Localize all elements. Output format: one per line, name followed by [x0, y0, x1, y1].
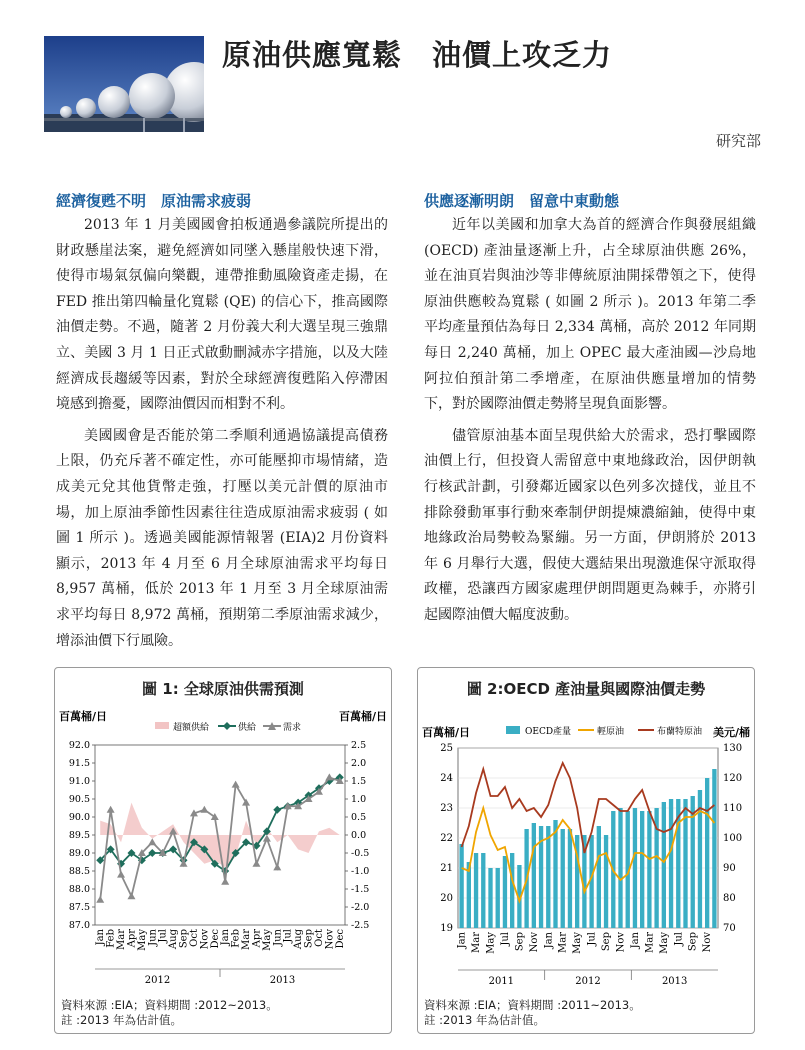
x-tick-label: Oct [188, 929, 200, 947]
x-tick-label: Nov [615, 932, 627, 953]
left-section-heading: 經濟復甦不明 原油需求疲弱 [56, 192, 252, 210]
y2-tick-label: 120 [723, 773, 743, 784]
x-tick-label: Feb [105, 929, 117, 948]
paragraph: 美國國會是否能於第二季順利通過協議提高債務上限，仍充斥著不確定性，亦可能壓抑市場情緒，造成美元兌其他貨幣走強，打壓以美元計價的原油市場，加上原油季節性因素往往造成原油需求疲弱 ( 如圖 1 所示 )。透過美國能源情報署 (EIA)2 月份資料顯示，2013 年 4 月至 6 月全球原油需求平均每日 8,957 萬桶，低於 2013 年 1 月至 3 月全球原油需求平均每日 8,972 萬桶，預期第二季原油需求減少，增添油價下行風險。 [56, 427, 388, 649]
y2-tick-label: -1.0 [351, 866, 370, 877]
oecd-bar [633, 808, 637, 928]
x-tick-label: Nov [324, 929, 336, 950]
x-tick-label: Jun [147, 929, 159, 946]
figure-1-note: 註 :2013 年為估計值。 [61, 1013, 182, 1027]
demand-point [127, 892, 135, 899]
oecd-bar [705, 778, 709, 928]
x-tick-label: Sep [178, 929, 190, 949]
x-tick-label: May [136, 929, 148, 951]
y-tick-label: 90.5 [68, 794, 90, 805]
figure-2-title: 圖 2:OECD 產油量與國際油價走勢 [466, 680, 706, 698]
y-tick-label: 88.5 [68, 866, 90, 877]
legend-swatch [155, 722, 169, 729]
x-tick-label: Jan [456, 932, 468, 949]
oecd-bar [640, 811, 644, 928]
x-tick-label: Mar [557, 932, 569, 953]
x-tick-label: Oct [313, 929, 325, 947]
oecd-bar [510, 853, 514, 928]
figure-2-chart [418, 700, 754, 996]
demand-point [252, 860, 260, 867]
legend-label: 需求 [283, 723, 302, 733]
demand-point [200, 806, 208, 813]
oecd-bar [503, 856, 507, 928]
x-tick-label: May [572, 932, 584, 954]
oecd-bar [488, 868, 492, 928]
oecd-bar [604, 835, 608, 928]
x-tick-label: Mar [471, 932, 483, 953]
x-tick-label: Jul [499, 932, 511, 946]
figure-2-note: 註 :2013 年為估計值。 [424, 1013, 545, 1027]
x-tick-label: Nov [528, 932, 540, 953]
y-tick-label: 92.0 [68, 740, 90, 751]
y2-tick-label: 0.5 [351, 812, 367, 823]
oecd-bar [662, 802, 666, 928]
y-tick-label: 21 [440, 863, 453, 874]
oecd-bar [474, 853, 478, 928]
x-tick-label: Mar [241, 929, 253, 950]
x-tick-label: Jul [673, 932, 685, 946]
demand-point [117, 871, 125, 878]
author: 研究部 [715, 132, 761, 150]
figure-2-source: 資料來源 :EIA；資料期間 :2011~2013。 [424, 998, 641, 1012]
y2-axis-title: 美元/桶 [712, 726, 750, 739]
y-tick-label: 88.0 [68, 884, 90, 895]
y2-tick-label: -2.5 [351, 920, 370, 931]
legend-label: 供給 [238, 723, 257, 733]
x-tick-label: Apr [126, 929, 138, 948]
x-tick-label: Feb [230, 929, 242, 948]
legend-swatch [506, 726, 520, 734]
paragraph: 2013 年 1 月美國國會拍板通過參議院所提出的財政懸崖法案，避免經濟如同墜入懸崖般快速下滑，使得市場氣氛偏向樂觀，連帶推動風險資產走揚，在 FED 推出第四輪量化寬鬆 (QE) 的信心下，推高國際油價走勢。不過，隨著 2 月份義大利大選呈現三強鼎立、美國 3 月 1 日正式啟動刪減赤字措施，以及大陸經濟成長趨緩等因素，對於全球經濟復甦陷入停滯困境感到擔憂，國際油價因而相對不利。 [56, 217, 388, 413]
x-tick-label: Mar [644, 932, 656, 953]
y-tick-label: 23 [440, 803, 453, 814]
legend-label: 超額供給 [173, 723, 210, 733]
x-tick-label: Dec [334, 929, 346, 949]
y-tick-label: 19 [440, 923, 453, 934]
x-tick-label: May [485, 932, 497, 954]
left-column-body [56, 213, 388, 654]
oecd-bar [712, 769, 716, 928]
oecd-bar [568, 829, 572, 928]
y2-tick-label: -0.5 [351, 848, 370, 859]
oecd-bar [669, 799, 673, 928]
right-column-body [424, 213, 756, 629]
figure-1 [54, 667, 392, 1034]
y-tick-label: 25 [440, 743, 453, 754]
x-tick-label: May [658, 932, 670, 954]
supply-point [273, 806, 281, 814]
y-tick-label: 22 [440, 833, 453, 844]
y2-tick-label: 1.0 [351, 794, 367, 805]
demand-point [273, 863, 281, 870]
year-label: 2013 [661, 976, 688, 987]
oil-storage-tanks-photo [44, 36, 204, 132]
oecd-bar [496, 868, 500, 928]
y-tick-label: 90.0 [68, 812, 90, 823]
x-tick-label: Nov [702, 932, 714, 953]
paragraph: 儘管原油基本面呈現供給大於需求，恐打擊國際油價上行，但投資人需留意中東地緣政治，因伊朗執行核武計劃，引發鄰近國家以色列多次撻伐，並且不排除發動軍事行動來牽制伊朗提煉濃縮鈾，使得中東地緣政治局勢較為緊繃。另一方面，伊朗將於 2013 年 6 月舉行大選，假使大選結果出現激進保守派取得政權，恐讓西方國家處理伊朗問題更為棘手，亦將引起國際油價大幅度波動。 [424, 427, 756, 623]
demand-point [96, 896, 104, 903]
y-tick-label: 87.5 [68, 902, 90, 913]
x-tick-label: Jul [282, 929, 294, 943]
y2-tick-label: 0.0 [351, 830, 367, 841]
x-tick-label: Jul [586, 932, 598, 946]
x-tick-label: Dec [209, 929, 221, 949]
x-tick-label: May [261, 929, 273, 951]
y2-axis-title: 百萬桶/日 [338, 710, 387, 723]
legend-marker [223, 722, 231, 730]
y-axis-title: 百萬桶/日 [59, 710, 108, 723]
y-axis-title: 百萬桶/日 [422, 726, 471, 739]
y-tick-label: 91.5 [68, 758, 90, 769]
x-tick-label: Aug [168, 929, 180, 950]
year-label: 2012 [144, 975, 171, 986]
legend-label: 輕原油 [597, 727, 625, 737]
y-tick-label: 24 [440, 773, 453, 784]
oecd-bar [647, 811, 651, 928]
x-tick-label: Aug [293, 929, 305, 950]
y-tick-label: 20 [440, 893, 453, 904]
demand-point [242, 799, 250, 806]
legend-label: 布蘭特原油 [657, 727, 703, 737]
figure-2 [417, 667, 755, 1034]
oecd-bar [561, 829, 565, 928]
oecd-bar [597, 826, 601, 928]
y2-tick-label: 130 [723, 743, 743, 754]
y2-tick-label: 110 [723, 803, 743, 814]
x-tick-label: Nov [199, 929, 211, 950]
figure-1-title: 圖 1: 全球原油供需預測 [142, 680, 304, 698]
legend-label: OECD產量 [525, 727, 572, 737]
figure-1-source: 資料來源 :EIA；資料期間 :2012~2013。 [61, 998, 278, 1012]
y2-tick-label: 1.5 [351, 776, 367, 787]
demand-point [148, 838, 156, 845]
page-title: 原油供應寬鬆 油價上攻乏力 [222, 38, 613, 72]
x-tick-label: Jul [157, 929, 169, 943]
oecd-bar [618, 808, 622, 928]
paragraph: 近年以美國和加拿大為首的經濟合作與發展組織 (OECD) 產油量逐漸上升，占全球原油供應 26%，並在油頁岩與油沙等非傳統原油開採帶領之下，使得原油供應較為寬鬆 ( 如圖 2 所示 )。2013 年第二季平均產量預估為每日 2,334 萬桶，高於 2012 年同期每日 2,240 萬桶，加上 OPEC 最大產油國—沙烏地阿拉伯預計第二季增產，在原油供應量增加的情勢下，對於國際油價走勢將呈現負面影響。 [424, 217, 756, 413]
y-tick-label: 89.0 [68, 848, 90, 859]
oecd-bar [553, 820, 557, 928]
y2-tick-label: 70 [723, 923, 736, 934]
y2-tick-label: -1.5 [351, 884, 370, 895]
x-tick-label: Jun [272, 929, 284, 946]
year-label: 2013 [269, 975, 296, 986]
x-tick-label: Mar [116, 929, 128, 950]
x-tick-label: Jan [95, 929, 107, 946]
x-tick-label: Sep [601, 932, 613, 952]
y2-tick-label: 2.0 [351, 758, 367, 769]
y2-tick-label: 2.5 [351, 740, 367, 751]
series-excess-supply-area [100, 803, 340, 868]
x-tick-label: Jan [543, 932, 555, 949]
demand-point [232, 781, 240, 788]
year-label: 2011 [488, 976, 515, 987]
figure-1-chart [55, 700, 391, 996]
x-tick-label: Sep [514, 932, 526, 952]
x-tick-label: Sep [303, 929, 315, 949]
oecd-bar [459, 844, 463, 928]
header-photo [44, 36, 204, 132]
x-tick-label: Jan [220, 929, 232, 946]
oecd-bar [481, 853, 485, 928]
oecd-bar [532, 823, 536, 928]
year-label: 2012 [575, 976, 601, 987]
y-tick-label: 87.0 [68, 920, 90, 931]
x-tick-label: Jan [629, 932, 641, 949]
y2-tick-label: -2.0 [351, 902, 370, 913]
y2-tick-label: 90 [723, 863, 736, 874]
demand-point [221, 878, 229, 885]
demand-point [325, 773, 333, 780]
x-tick-label: Apr [251, 929, 263, 948]
y-tick-label: 89.5 [68, 830, 90, 841]
demand-point [107, 806, 115, 813]
x-tick-label: Sep [687, 932, 699, 952]
y2-tick-label: 100 [723, 833, 743, 844]
y-tick-label: 91.0 [68, 776, 90, 787]
y2-tick-label: 80 [723, 893, 736, 904]
right-section-heading: 供應逐漸明朗 留意中東動態 [424, 192, 620, 210]
oecd-bar [546, 826, 550, 928]
